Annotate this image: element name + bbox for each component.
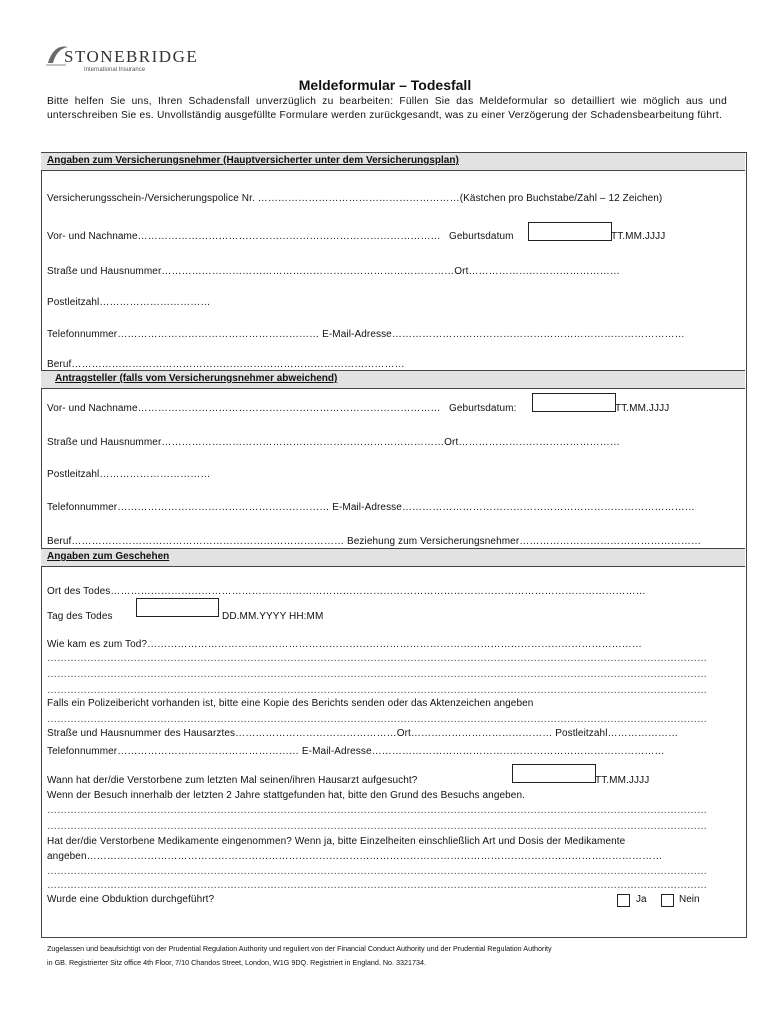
doctor-phone-email-field[interactable]: Telefonnummer……………………………………………… E-Mail-Adresse…………………………………………………………………………… [47,746,665,757]
footer-line-2: in GB. Registrierter Sitz office 4th Floor, 7/10 Chandos Street, London, W1G 9DQ. Registriert in England. No. 3321734. [47,958,427,967]
medication-field[interactable]: angeben……………………………………………………………………………………………………………………………………………………… [47,851,663,862]
logo-tagline: International Insurance [84,67,146,73]
place-of-death-field[interactable]: Ort des Todes…………………………………………………………………………………………………………………………………………… [47,586,646,597]
dob-format: TT.MM.JJJJ [611,231,666,242]
job-relation-field[interactable]: Beruf……………………………………………………………………… Beziehung zum Versicherungsnehmer……………………………………………… [47,536,702,547]
cause-of-death-field[interactable]: Wie kam es zum Tod?………………………………………………………………………………………………………………………………… [47,639,642,650]
autopsy-yes-checkbox[interactable] [617,894,630,907]
visit-reason-line[interactable]: ……………………………………………………………………………………………………………………………………………………………………………… [47,821,707,832]
medication-text: Hat der/die Verstorbene Medikamente eingenommen? Wenn ja, bitte Einzelheiten einschließlich Art und Dosis der Medikamente [47,836,626,847]
name-field[interactable]: Vor- und Nachname……………………………………………………………………………… [47,403,441,414]
autopsy-yes-label: Ja [636,894,647,905]
last-visit-format: TT.MM.JJJJ [595,775,650,786]
street-field[interactable]: Straße und Hausnummer…………………………………………………………………………Ort………………………………………… [47,437,620,448]
police-report-line[interactable]: ……………………………………………………………………………………………………………………………………………………………………………… [47,714,707,725]
job-field[interactable]: Beruf……………………………………………………………………………………… [47,359,405,370]
dob-input[interactable] [528,222,612,241]
footer-line-1: Zugelassen und beaufsichtigt von der Prudential Regulation Authority und reguliert von der Financial Conduct Authority und der Prudential Regulation Authority [47,944,552,953]
autopsy-no-label: Nein [679,894,700,905]
section-title: Antragsteller (falls vom Versicherungsnehmer abweichend) [55,373,338,384]
medication-line[interactable]: ……………………………………………………………………………………………………………………………………………………………………………… [47,880,707,891]
section-header-incident [41,548,745,567]
phone-email-field[interactable]: Telefonnummer…………………………………………………… E-Mail-Adresse…………………………………………………………………………… [47,329,685,340]
dob-input[interactable] [532,393,616,412]
zip-field[interactable]: Postleitzahl…………………………… [47,469,211,480]
doctor-address-field[interactable]: Straße und Hausnummer des Hausarztes…………………………………………Ort…………………………………… Postleitzahl………………… [47,728,679,739]
page-title: Meldeformular – Todesfall [298,77,472,93]
last-visit-input[interactable] [512,764,596,783]
name-field[interactable]: Vor- und Nachname……………………………………………………………………………… [47,231,441,242]
day-of-death-format: DD.MM.YYYY HH:MM [222,611,324,622]
policy-number-field[interactable]: Versicherungsschein-/Versicherungspolice Nr. ……………………………………………………(Kästchen pro Buchstabe/Zahl – 12 Zeichen) [47,193,663,204]
medication-line[interactable]: ……………………………………………………………………………………………………………………………………………………………………………… [47,866,707,877]
visit-reason-line[interactable]: ……………………………………………………………………………………………………………………………………………………………………………… [47,805,707,816]
cause-line[interactable]: ……………………………………………………………………………………………………………………………………………………………………………… [47,685,707,696]
section-header-applicant [41,370,745,389]
intro-text: Bitte helfen Sie uns, Ihren Schadensfall unverzüglich zu bearbeiten: Füllen Sie das Meldeformular so detailliert wie möglich aus und unterschreiben Sie es. Unvollständig ausgefüllte Formulare werden zurückgesandt, was zu einer Verzögerung der Schadensbearbeitung führt. [47,96,727,121]
zip-field[interactable]: Postleitzahl…………………………… [47,297,211,308]
section-title: Angaben zum Versicherungsnehmer (Hauptversicherter unter dem Versicherungsplan) [47,155,459,166]
day-of-death-input[interactable] [136,598,219,617]
street-field[interactable]: Straße und Hausnummer……………………………………………………………………………Ort……………………………………… [47,266,620,277]
section-title: Angaben zum Geschehen [47,551,170,562]
police-report-text: Falls ein Polizeibericht vorhanden ist, bitte eine Kopie des Berichts senden oder das Aktenzeichen angeben [47,698,534,709]
cause-line[interactable]: ……………………………………………………………………………………………………………………………………………………………………………… [47,669,707,680]
visit-reason-text: Wenn der Besuch innerhalb der letzten 2 Jahre stattgefunden hat, bitte den Grund des Besuchs angeben. [47,790,526,801]
autopsy-question: Wurde eine Obduktion durchgeführt? [47,894,215,905]
cause-line[interactable]: ……………………………………………………………………………………………………………………………………………………………………………… [47,653,707,664]
last-visit-label: Wann hat der/die Verstorbene zum letzten Mal seinen/ihren Hausarzt aufgesucht? [47,775,418,786]
dob-label: Geburtsdatum: [449,403,517,414]
dob-label: Geburtsdatum [449,231,514,242]
phone-email-field[interactable]: Telefonnummer……………………………………………………… E-Mail-Adresse…………………………………………………………………………… [47,502,695,513]
section-header-policyholder [41,152,745,171]
autopsy-no-checkbox[interactable] [661,894,674,907]
footer [47,942,737,970]
day-of-death-label: Tag des Todes [47,611,113,622]
logo-wordmark: STONEBRIDGE [64,47,199,66]
dob-format: TT.MM.JJJJ [615,403,670,414]
